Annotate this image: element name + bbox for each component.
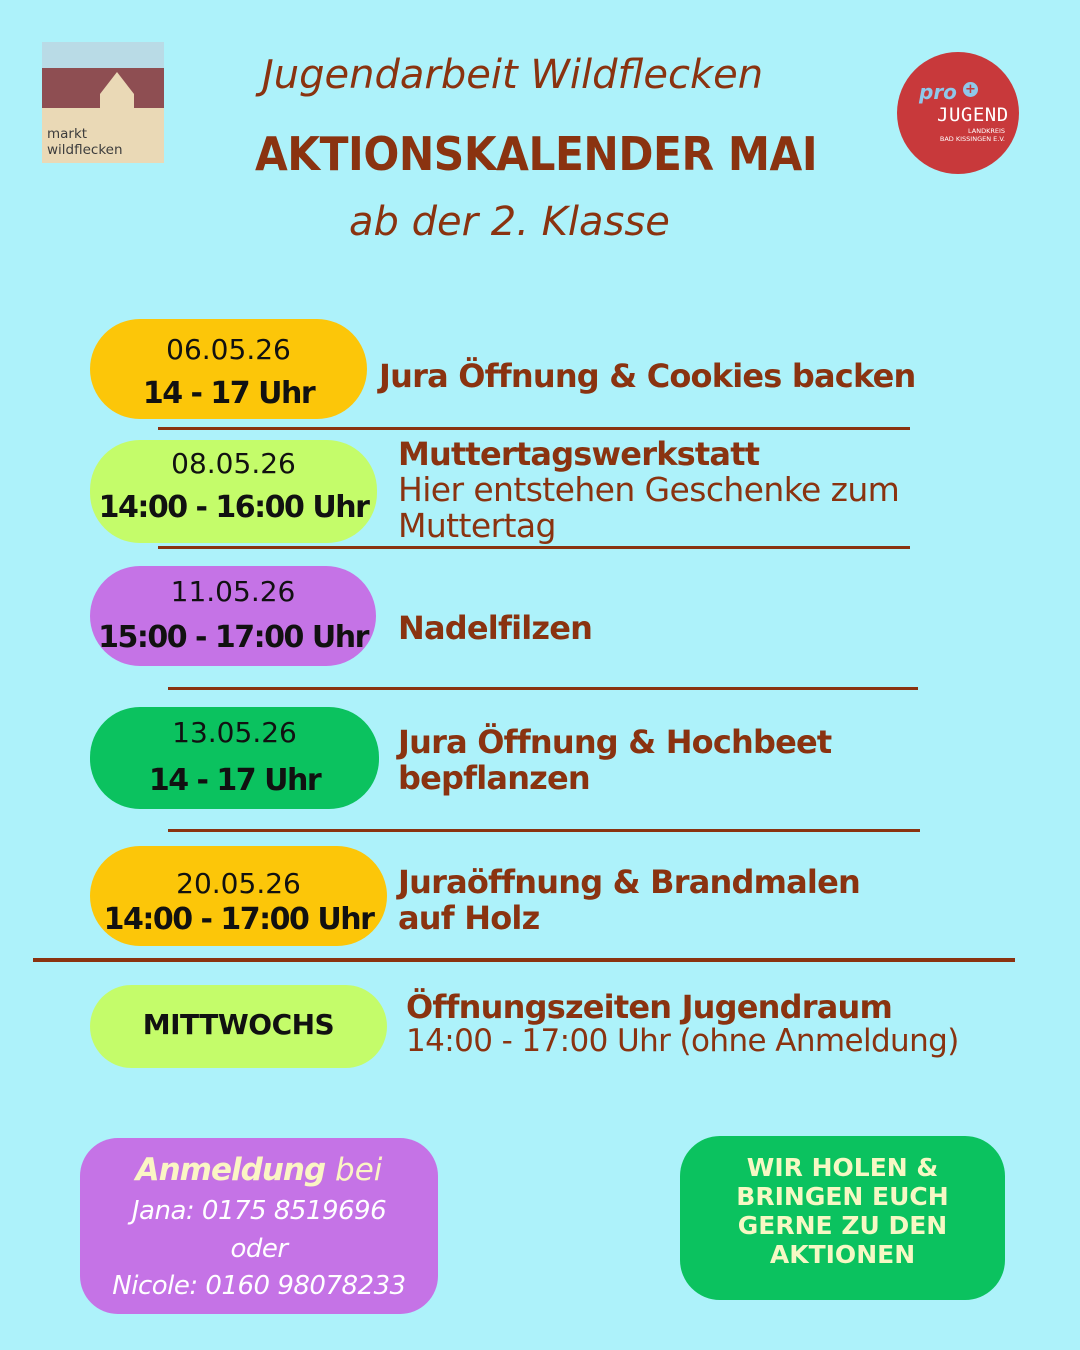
registration-label-bold: Anmeldung <box>135 1152 326 1188</box>
pro-jugend-logo-pro: pro <box>919 80 957 104</box>
registration-label <box>80 1152 438 1188</box>
event-time: 14:00 - 17:00 Uhr <box>103 902 374 937</box>
event-details <box>398 610 592 646</box>
organization-title: Jugendarbeit Wildflecken <box>262 52 764 98</box>
event-title: Muttertagswerkstatt <box>398 435 760 473</box>
weekly-details <box>406 990 959 1058</box>
markt-wildflecken-logo <box>42 42 164 163</box>
registration-contact: Jana: 0175 8519696 <box>131 1196 387 1226</box>
pro-jugend-logo-sub1: LANDKREIS <box>967 127 1005 135</box>
divider <box>168 829 920 832</box>
divider <box>158 427 910 430</box>
age-subtitle: ab der 2. Klasse <box>349 199 670 245</box>
event-date-pill <box>90 566 376 666</box>
event-description: Muttertag <box>398 506 556 545</box>
weekly-day-pill <box>90 985 387 1068</box>
plus-icon: + <box>963 82 978 97</box>
pro-jugend-logo-sub2: BAD KISSINGEN E.V. <box>939 135 1005 143</box>
weekly-hours: 14:00 - 17:00 Uhr (ohne Anmeldung) <box>406 1023 959 1059</box>
event-title: Jura Öffnung & Hochbeet <box>398 723 832 761</box>
transport-line: BRINGEN EUCH <box>736 1182 949 1211</box>
event-date: 20.05.26 <box>176 867 301 900</box>
event-title: Nadelfilzen <box>398 609 593 647</box>
event-details <box>379 358 915 394</box>
event-date-pill <box>90 846 387 946</box>
registration-box <box>80 1138 438 1314</box>
transport-box <box>680 1136 1005 1300</box>
event-date-pill <box>90 707 379 809</box>
transport-line: AKTIONEN <box>769 1240 916 1269</box>
markt-logo-line1: markt <box>47 126 88 142</box>
weekly-title: Öffnungszeiten Jugendraum <box>406 988 893 1026</box>
event-time: 14:00 - 16:00 Uhr <box>98 490 369 525</box>
weekly-day: MITTWOCHS <box>142 1008 335 1041</box>
event-details <box>398 724 831 796</box>
pro-jugend-logo-jugend: JUGEND <box>937 104 1009 126</box>
page-title: AKTIONSKALENDER MAI <box>255 127 818 181</box>
event-date: 11.05.26 <box>170 575 296 608</box>
event-details <box>398 864 860 936</box>
event-details <box>398 436 899 544</box>
transport-line: GERNE ZU DEN <box>737 1211 948 1240</box>
markt-logo-line2: wildflecken <box>47 142 123 158</box>
event-title: Jura Öffnung & Cookies backen <box>379 357 916 395</box>
event-time: 14 - 17 Uhr <box>148 763 321 798</box>
event-description: Hier entstehen Geschenke zum <box>398 470 900 509</box>
divider <box>168 687 918 690</box>
event-date: 06.05.26 <box>166 333 291 366</box>
event-title: Juraöffnung & Brandmalen <box>398 863 860 901</box>
event-date: 08.05.26 <box>171 447 296 480</box>
transport-line: WIR HOLEN & <box>746 1153 939 1182</box>
event-title: auf Holz <box>398 899 540 937</box>
divider <box>158 546 910 549</box>
pro-jugend-logo <box>897 52 1019 174</box>
event-time: 14 - 17 Uhr <box>142 376 315 411</box>
event-time: 15:00 - 17:00 Uhr <box>98 620 368 655</box>
registration-contact: Nicole: 0160 98078233 <box>112 1271 406 1301</box>
registration-or: oder <box>230 1234 288 1264</box>
registration-label-rest: bei <box>325 1152 383 1188</box>
event-date: 13.05.26 <box>172 716 297 749</box>
section-divider <box>33 958 1015 962</box>
event-date-pill <box>90 319 367 419</box>
event-title: bepflanzen <box>398 759 590 797</box>
event-date-pill <box>90 440 377 543</box>
